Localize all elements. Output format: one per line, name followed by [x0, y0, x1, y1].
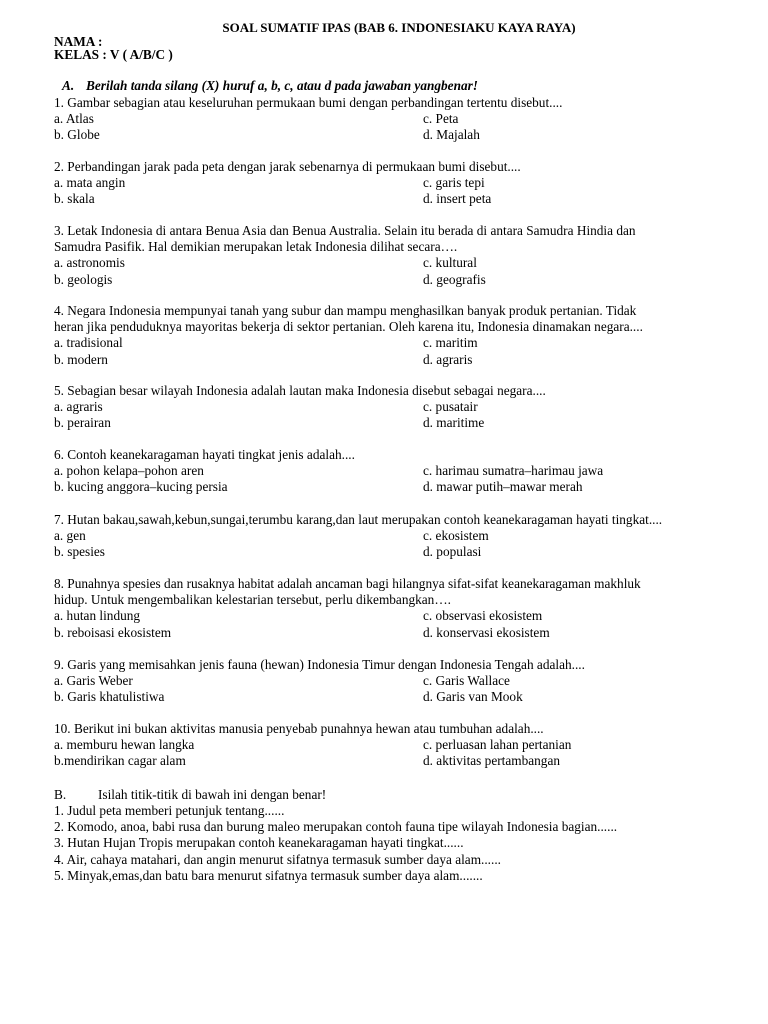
question-text: 8. Punahnya spesies dan rusaknya habitat adalah ancaman bagi hilangnya sifat-sifat keanekaragaman makhluk: [54, 576, 641, 591]
option-a: a. pohon kelapa–pohon aren: [54, 463, 204, 479]
option-d: d. maritime: [423, 415, 485, 431]
option-a: a. hutan lindung: [54, 608, 141, 624]
question-1: [54, 95, 754, 144]
question-text: 10. Berikut ini bukan aktivitas manusia penyebab punahnya hewan atau tumbuhan adalah....: [54, 721, 544, 736]
option-b: b. spesies: [54, 544, 105, 560]
answer-options: [54, 528, 754, 560]
option-a: a. astronomis: [54, 255, 125, 271]
option-b: b. geologis: [54, 271, 113, 287]
kelas-label: KELAS : V ( A/B/C ): [54, 47, 173, 62]
question-2: [54, 159, 754, 208]
option-a: a. Atlas: [54, 111, 94, 127]
question-6: [54, 447, 754, 496]
option-c: c. maritim: [423, 335, 478, 351]
section-a-instruction: Berilah tanda silang (X) huruf a, b, c, atau d pada jawaban yangbenar!: [86, 78, 478, 93]
question-10: [54, 721, 754, 770]
option-a: a. tradisional: [54, 335, 123, 351]
option-b: b. perairan: [54, 415, 111, 431]
option-d: d. geografis: [423, 271, 486, 287]
option-d: d. insert peta: [423, 191, 492, 207]
option-c: c. kultural: [423, 255, 477, 271]
section-a-heading: [62, 78, 478, 94]
option-c: c. pusatair: [423, 399, 478, 415]
option-d: d. mawar putih–mawar merah: [423, 479, 583, 495]
option-b: b. Globe: [54, 127, 100, 143]
section-a-letter: A.: [62, 78, 75, 93]
question-text: 2. Perbandingan jarak pada peta dengan jarak sebenarnya di permukaan bumi disebut....: [54, 159, 521, 174]
option-c: c. garis tepi: [423, 175, 485, 191]
option-c: c. Garis Wallace: [423, 673, 510, 689]
fill-in-item-3: 3. Hutan Hujan Tropis merupakan contoh keanekaragaman hayati tingkat......: [54, 835, 464, 851]
option-a: a. agraris: [54, 399, 103, 415]
option-b: b. skala: [54, 191, 95, 207]
answer-options: [54, 255, 754, 287]
option-d: d. konservasi ekosistem: [423, 624, 550, 640]
answer-options: [54, 608, 754, 640]
option-b: b. reboisasi ekosistem: [54, 624, 172, 640]
option-d: d. Garis van Mook: [423, 689, 523, 705]
section-b-instruction: Isilah titik-titik di bawah ini dengan benar!: [98, 787, 327, 802]
option-c: c. observasi ekosistem: [423, 608, 543, 624]
answer-options: [54, 111, 754, 143]
question-9: [54, 657, 754, 706]
fill-in-item-4: 4. Air, cahaya matahari, dan angin menurut sifatnya termasuk sumber daya alam......: [54, 851, 501, 867]
option-b: b. modern: [54, 351, 108, 367]
option-b: b.mendirikan cagar alam: [54, 753, 186, 769]
question-text: 6. Contoh keanekaragaman hayati tingkat jenis adalah....: [54, 447, 355, 462]
option-a: a. Garis Weber: [54, 673, 133, 689]
question-text: 1. Gambar sebagian atau keseluruhan permukaan bumi dengan perbandingan tertentu disebut....: [54, 95, 563, 110]
section-b-letter: B.: [54, 787, 67, 802]
option-d: d. aktivitas pertambangan: [423, 753, 560, 769]
question-text: 5. Sebagian besar wilayah Indonesia adalah lautan maka Indonesia disebut sebagai negara....: [54, 383, 546, 398]
fill-in-item-1: 1. Judul peta memberi petunjuk tentang......: [54, 803, 285, 818]
answer-options: [54, 175, 754, 207]
option-a: a. gen: [54, 528, 86, 544]
option-a: a. memburu hewan langka: [54, 737, 195, 753]
option-a: a. mata angin: [54, 175, 126, 191]
question-text: 3. Letak Indonesia di antara Benua Asia dan Benua Australia. Selain itu berada di antara Samudra Hindia dan: [54, 223, 636, 238]
option-d: d. populasi: [423, 544, 482, 560]
section-b-items: [54, 803, 754, 884]
question-4: [54, 303, 754, 368]
nama-label: NAMA :: [54, 34, 103, 49]
question-text-line-2: heran jika penduduknya mayoritas bekerja di sektor pertanian. Oleh karena itu, Indonesia dinamakan negara....: [54, 319, 643, 335]
option-d: d. agraris: [423, 351, 473, 367]
section-b-heading: [54, 787, 326, 803]
question-3: [54, 223, 754, 288]
option-b: b. kucing anggora–kucing persia: [54, 479, 228, 495]
option-b: b. Garis khatulistiwa: [54, 689, 165, 705]
question-text: 7. Hutan bakau,sawah,kebun,sungai,terumbu karang,dan laut merupakan contoh keanekaragaman hayati tingkat....: [54, 512, 663, 527]
option-c: c. harimau sumatra–harimau jawa: [423, 463, 604, 479]
option-c: c. Peta: [423, 111, 459, 127]
question-text: 4. Negara Indonesia mempunyai tanah yang subur dan mampu menghasilkan banyak produk pertanian. Tidak: [54, 303, 637, 318]
question-text: 9. Garis yang memisahkan jenis fauna (hewan) Indonesia Timur dengan Indonesia Tengah adalah....: [54, 657, 585, 672]
question-text-line-2: hidup. Untuk mengembalikan kelestarian tersebut, perlu dikembangkan….: [54, 592, 451, 608]
option-d: d. Majalah: [423, 127, 480, 143]
fill-in-item-2: 2. Komodo, anoa, babi rusa dan burung maleo merupakan contoh fauna tipe wilayah Indonesia bagian......: [54, 819, 618, 835]
answer-options: [54, 399, 754, 431]
option-c: c. perluasan lahan pertanian: [423, 737, 572, 753]
question-7: [54, 512, 754, 561]
fill-in-item-5: 5. Minyak,emas,dan batu bara menurut sifatnya termasuk sumber daya alam.......: [54, 867, 483, 883]
answer-options: [54, 737, 754, 769]
answer-options: [54, 335, 754, 367]
question-5: [54, 383, 754, 432]
answer-options: [54, 673, 754, 705]
question-text-line-2: Samudra Pasifik. Hal demikian merupakan letak Indonesia dilihat secara….: [54, 239, 458, 255]
answer-options: [54, 463, 754, 495]
exam-title: SOAL SUMATIF IPAS (BAB 6. INDONESIAKU KAYA RAYA): [222, 20, 576, 35]
option-c: c. ekosistem: [423, 528, 489, 544]
question-8: [54, 576, 754, 641]
